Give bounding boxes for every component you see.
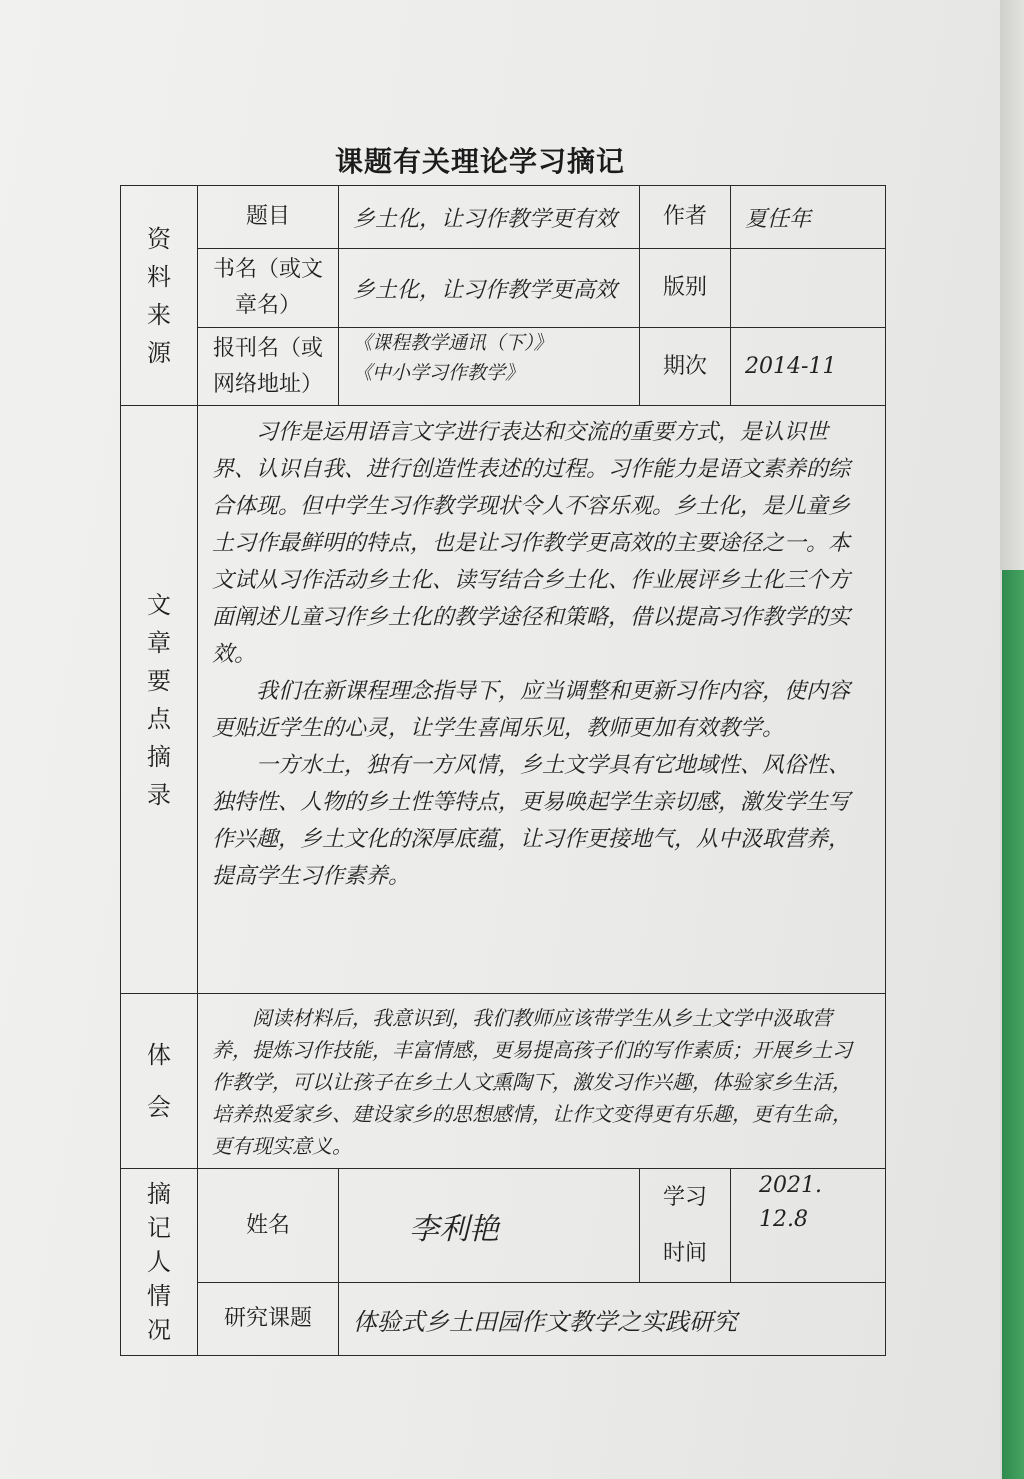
recorder-section-label: 摘 记 人 情 况 xyxy=(120,1168,198,1356)
book-value: 乡土化，让习作教学更高效 xyxy=(338,248,640,328)
background-green-strip xyxy=(1002,570,1024,1479)
page-title: 课题有关理论学习摘记 xyxy=(334,145,625,178)
excerpt-paragraph: 一方水土，独有一方风情，乡土文学具有它地域性、风俗性、独特性、人物的乡土性等特点，更易唤起学生亲切感，激发学生写作兴趣，乡土文化的深厚底蕴，让习作更接地气，从中汲取营养，提高学生习作素养。 xyxy=(212,753,851,889)
name-value: 李利艳 xyxy=(338,1168,640,1283)
issue-label: 期次 xyxy=(639,327,731,406)
time-value: 2021. 12.8 xyxy=(730,1168,886,1283)
reflection-section-label: 体 会 xyxy=(120,993,198,1169)
excerpt-paragraph: 我们在新课程理念指导下，应当调整和更新习作内容，使内容更贴近学生的心灵，让学生喜闻乐见，教师更加有效教学。 xyxy=(212,679,851,741)
book-label: 书名（或文章名） xyxy=(197,248,339,328)
author-label: 作者 xyxy=(639,185,731,249)
excerpt-section-label: 文 章 要 点 摘 录 xyxy=(120,405,198,994)
topic-value: 乡土化，让习作教学更有效 xyxy=(338,185,640,249)
journal-value: 《课程教学通讯（下）》 《中小学习作教学》 xyxy=(338,327,640,406)
source-section-label: 资 料 来 源 xyxy=(120,185,198,406)
edition-value xyxy=(730,248,886,328)
reflection-text: 阅读材料后，我意识到，我们教师应该带学生从乡土文学中汲取营养，提炼习作技能，丰富情感，更易提高孩子们的写作素质；开展乡土习作教学，可以让孩子在乡土人文熏陶下，激发习作兴趣，体验家乡生活，培养热爱家乡、建设家乡的思想感情，让作文变得更有乐趣，更有生命，更有现实意义。 xyxy=(197,993,886,1169)
project-label: 研究课题 xyxy=(197,1282,339,1356)
background-edge xyxy=(1000,0,1024,570)
edition-label: 版别 xyxy=(639,248,731,328)
topic-label: 题目 xyxy=(197,185,339,249)
author-value: 夏任年 xyxy=(730,185,886,249)
name-label: 姓名 xyxy=(197,1168,339,1283)
issue-value: 2014-11 xyxy=(730,327,886,406)
project-value: 体验式乡土田园作文教学之实践研究 xyxy=(338,1282,886,1356)
time-label: 学习 时间 xyxy=(639,1168,731,1283)
journal-label: 报刊名（或网络地址） xyxy=(197,327,339,406)
excerpt-paragraph: 习作是运用语言文字进行表达和交流的重要方式，是认识世界、认识自我、进行创造性表述的过程。习作能力是语文素养的综合体现。但中学生习作教学现状令人不容乐观。乡土化，是儿童乡土习作最鲜明的特点，也是让习作教学更高效的主要途径之一。本文试从习作活动乡土化、读写结合乡土化、作业展评乡土化三个方面阐述儿童习作乡土化的教学途径和策略，借以提高习作教学的实效。 xyxy=(212,420,851,667)
excerpt-text xyxy=(197,405,886,994)
